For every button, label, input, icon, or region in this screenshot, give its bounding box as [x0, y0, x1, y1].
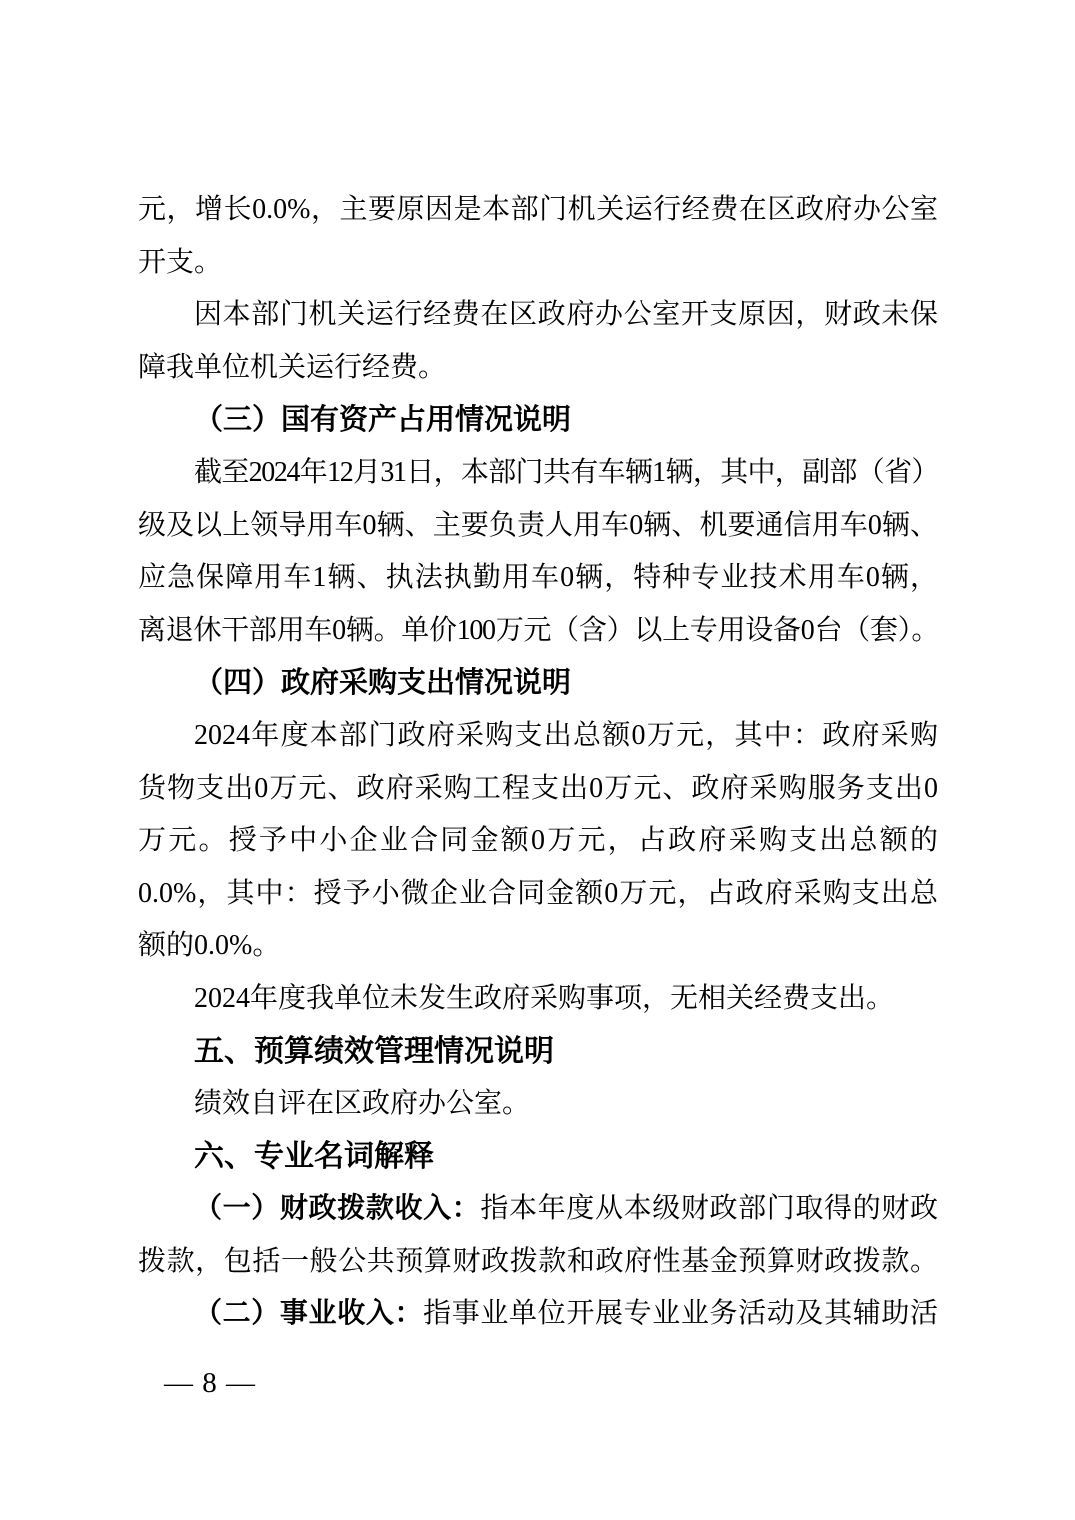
text-line — [138, 1078, 938, 1131]
text-segment: 障我单位机关运行经费。 — [138, 351, 447, 383]
heading-line — [138, 657, 938, 710]
paragraph-term-fiscal-appropriation — [138, 1183, 938, 1288]
heading-section-6-glossary — [138, 1131, 938, 1184]
text-segment: 级及以上领导用车0辆、主要负责人用车0辆、机要通信用车0辆、 — [138, 509, 938, 541]
text-segment: 截至2024年12月31日，本部门共有车辆1辆，其中，副部（省） — [194, 456, 938, 488]
text-segment: 2024年度本部门政府采购支出总额0万元，其中：政府采购 — [194, 719, 938, 751]
text-segment: 因本部门机关运行经费在区政府办公室开支原因，财政未保 — [194, 299, 938, 331]
text-line — [138, 237, 938, 290]
bold-text-segment: 六、专业名词解释 — [194, 1139, 434, 1173]
text-segment: 指事业单位开展专业业务活动及其辅助活 — [423, 1298, 938, 1330]
paragraph-state-assets — [138, 447, 938, 657]
paragraph-performance — [138, 1078, 938, 1131]
text-segment: 指本年度从本级财政部门取得的财政 — [480, 1193, 938, 1225]
text-segment: 万元。授予中小企业合同金额0万元，占政府采购支出总额的 — [138, 825, 938, 857]
text-segment: 应急保障用车1辆、执法执勤用车0辆，特种专业技术用车0辆， — [138, 562, 938, 594]
paragraph-procurement-detail — [138, 710, 938, 973]
text-line — [138, 605, 938, 658]
heading-line — [138, 1131, 938, 1184]
text-line — [138, 500, 938, 553]
heading-section-5-performance — [138, 1026, 938, 1079]
text-line — [138, 868, 938, 921]
text-line — [138, 1236, 938, 1289]
paragraph-term-operational-income — [138, 1288, 938, 1341]
document-content — [138, 184, 938, 1341]
text-line — [138, 1288, 938, 1341]
text-segment: 开支。 — [138, 246, 223, 278]
text-line — [138, 1183, 938, 1236]
heading-line — [138, 1026, 938, 1079]
text-segment: 2024年度我单位未发生政府采购事项，无相关经费支出。 — [194, 982, 895, 1014]
text-line — [138, 447, 938, 500]
text-segment: 额的0.0%。 — [138, 930, 281, 962]
text-line — [138, 815, 938, 868]
text-line — [138, 184, 938, 237]
heading-line — [138, 394, 938, 447]
text-segment: 元，增长0.0%，主要原因是本部门机关运行经费在区政府办公室 — [138, 194, 938, 225]
heading-section-3-state-assets — [138, 394, 938, 447]
bold-text-segment: （四）政府采购支出情况说明 — [194, 667, 572, 700]
text-segment: 绩效自评在区政府办公室。 — [194, 1088, 531, 1120]
text-line — [138, 289, 938, 342]
bold-text-segment: （一）财政拨款收入： — [194, 1193, 481, 1225]
paragraph-procurement-none — [138, 973, 938, 1026]
page-number: — 8 — — [164, 1367, 256, 1399]
text-line — [138, 763, 938, 816]
text-line — [138, 710, 938, 763]
text-line — [138, 342, 938, 395]
text-line — [138, 920, 938, 973]
text-segment: 拨款，包括一般公共预算财政拨款和政府性基金预算财政拨款。 — [138, 1245, 938, 1277]
bold-text-segment: 五、预算绩效管理情况说明 — [194, 1034, 554, 1068]
bold-text-segment: （三）国有资产占用情况说明 — [194, 404, 572, 437]
text-line — [138, 552, 938, 605]
heading-section-4-procurement — [138, 657, 938, 710]
bold-text-segment: （二）事业收入： — [194, 1298, 424, 1330]
text-segment: 0.0%，其中：授予小微企业合同金额0万元，占政府采购支出总 — [138, 877, 938, 909]
text-segment: 货物支出0万元、政府采购工程支出0万元、政府采购服务支出0 — [138, 772, 938, 804]
text-segment: 离退休干部用车0辆。单价100万元（含）以上专用设备0台（套）。 — [138, 614, 938, 646]
text-line — [138, 973, 938, 1026]
paragraph-growth-continued — [138, 184, 938, 289]
paragraph-funding-reason — [138, 289, 938, 394]
